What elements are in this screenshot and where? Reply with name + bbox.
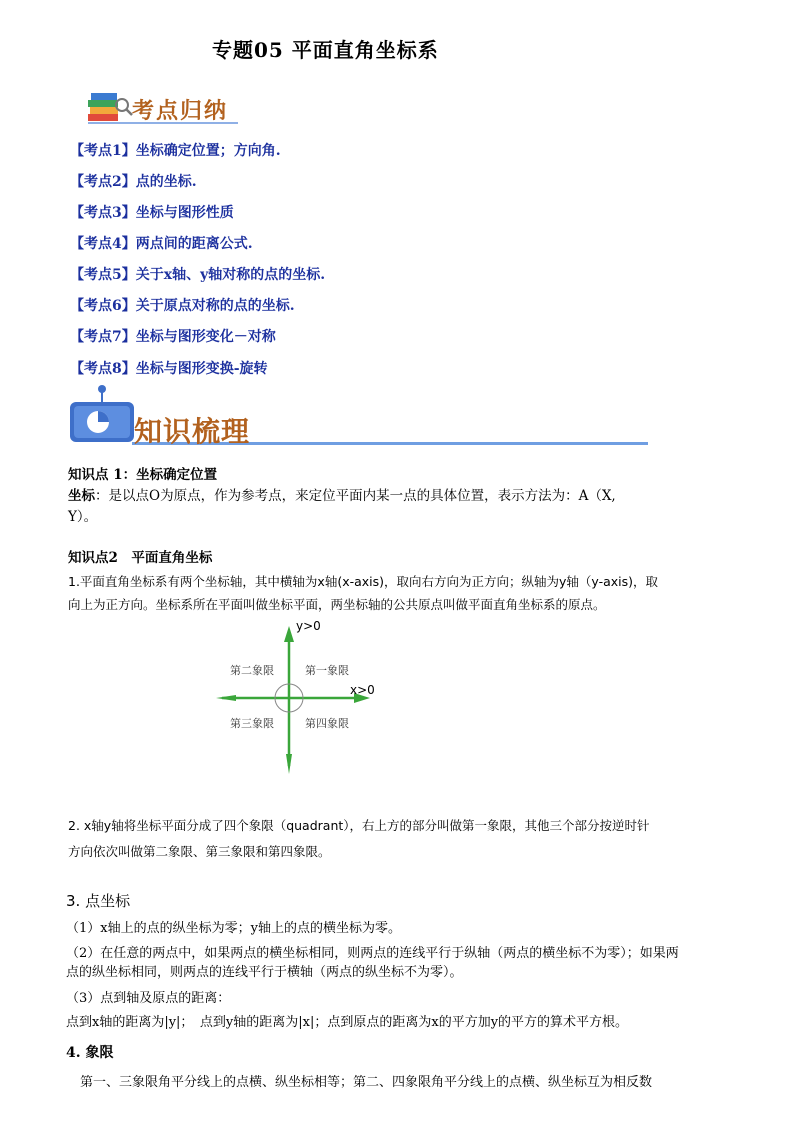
quadrant-3-label: 第三象限 bbox=[230, 717, 274, 730]
quadrant-1-label: 第一象限 bbox=[305, 664, 349, 677]
x-axis-label: x>0 bbox=[350, 683, 375, 697]
kaodian-item: 【考点7】坐标与图形变化－对称 bbox=[70, 329, 276, 345]
paragraph-line: 1.平面直角坐标系有两个坐标轴，其中横轴为x轴(x-axis)，取向右方向为正方向；纵轴为y轴（y-axis)，取 bbox=[68, 574, 659, 589]
y-axis-arrow bbox=[284, 626, 294, 642]
paragraph-line: 点的纵坐标相同，则两点的连线平行于横轴（两点的纵坐标不为零）。 bbox=[66, 965, 463, 980]
y-axis-tail bbox=[286, 754, 292, 774]
term: 坐标 bbox=[68, 488, 95, 504]
paragraph-line: 向上为正方向。坐标系所在平面叫做坐标平面，两坐标轴的公共原点叫做平面直角坐标系的原点。 bbox=[68, 597, 606, 612]
paragraph-line: 方向依次叫做第二象限、第三象限和第四象限。 bbox=[68, 844, 331, 859]
kaodian-item: 【考点3】坐标与图形性质 bbox=[70, 205, 234, 221]
kaodian-item: 【考点2】点的坐标. bbox=[70, 174, 197, 190]
knowledge-3-title: 3. 点坐标 bbox=[66, 892, 131, 910]
section-heading-kaodian: 考点归纳 bbox=[132, 98, 229, 124]
page-title: 专题05 平面直角坐标系 bbox=[212, 38, 439, 62]
paragraph-line: 点到x轴的距离为|y|； 点到y轴的距离为|x|；点到原点的距离为x的平方加y的平方的算术平方根。 bbox=[66, 1015, 629, 1030]
kaodian-item: 【考点8】坐标与图形变换-旋转 bbox=[70, 361, 268, 377]
knowledge-1-line: Y）。 bbox=[68, 509, 98, 525]
knowledge-2-title: 知识点2 平面直角坐标 bbox=[68, 550, 213, 566]
kaodian-item: 【考点5】关于x轴、y轴对称的点的坐标. bbox=[70, 267, 326, 283]
paragraph-line: 2. x轴y轴将坐标平面分成了四个象限（quadrant），右上方的部分叫做第一象限，其他三个部分按逆时针 bbox=[68, 818, 650, 833]
kaodian-item: 【考点1】坐标确定位置；方向角. bbox=[70, 143, 281, 159]
paragraph-line: （1）x轴上的点的纵坐标为零；y轴上的点的横坐标为零。 bbox=[66, 921, 401, 936]
quadrant-2-label: 第二象限 bbox=[230, 664, 274, 677]
paragraph-line: （2）在任意的两点中，如果两点的横坐标相同，则两点的连线平行于纵轴（两点的横坐标不为零）；如果两 bbox=[66, 946, 679, 961]
text: ：是以点O为原点，作为参考点，来定位平面内某一点的具体位置，表示方法为：A（X, bbox=[95, 488, 616, 504]
quadrant-diagram bbox=[212, 614, 382, 784]
knowledge-4-title: 4. 象限 bbox=[66, 1045, 114, 1061]
paragraph-line: （3）点到轴及原点的距离： bbox=[66, 991, 231, 1006]
knowledge-1-line bbox=[68, 486, 616, 507]
paragraph-line: 第一、三象限角平分线上的点横、纵坐标相等；第二、四象限角平分线上的点横、纵坐标互为相反数 bbox=[80, 1075, 653, 1090]
kaodian-item: 【考点4】两点间的距离公式. bbox=[70, 236, 253, 252]
y-axis-label: y>0 bbox=[296, 619, 321, 633]
section-heading-zhishi: 知识梳理 bbox=[134, 415, 251, 448]
x-axis-tail bbox=[216, 695, 236, 701]
knowledge-1-title: 知识点 1：坐标确定位置 bbox=[68, 467, 218, 483]
kaodian-item: 【考点6】关于原点对称的点的坐标. bbox=[70, 298, 295, 314]
quadrant-4-label: 第四象限 bbox=[305, 717, 349, 730]
